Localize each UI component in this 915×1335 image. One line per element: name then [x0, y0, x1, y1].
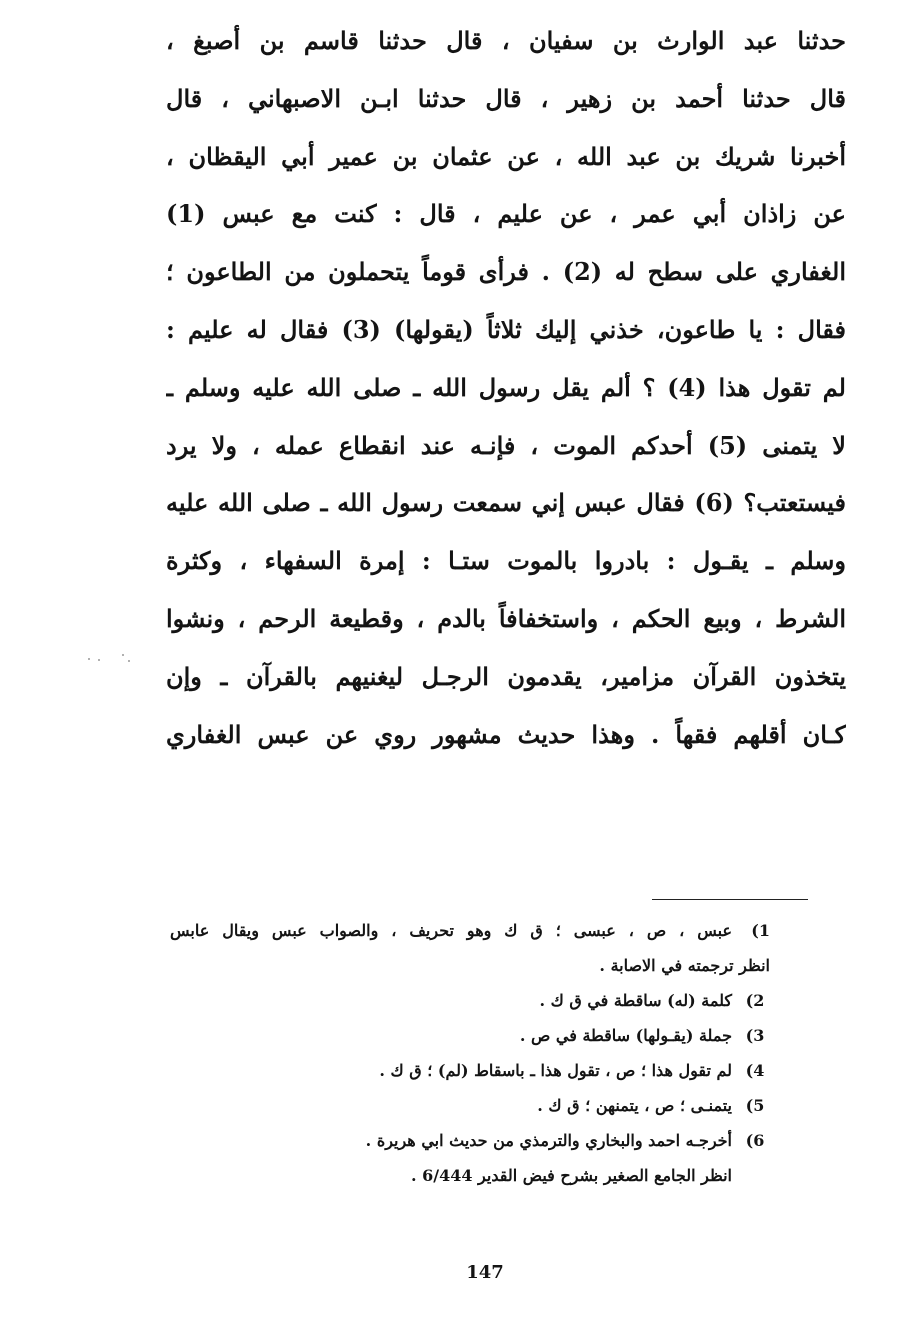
footnote-number: 2): [745, 991, 765, 1010]
footnote-item: [170, 1018, 770, 1053]
text-line: لا يتمنى (5) أحدكم الموت ، فإنـه عند انقطاع عمله ، ولا يرد: [166, 430, 846, 460]
footnote-continuation: [170, 1158, 770, 1193]
footnote-number: 6): [745, 1131, 765, 1150]
footnote-text: انظر ترجمته في الاصابة .: [599, 956, 770, 975]
text-line: فقال : يا طاعون، خذني إليك ثلاثاً (يقولها) (3) فقال له عليم :: [166, 314, 846, 344]
scan-specks: [84, 652, 134, 664]
footnote-text: يتمنـى ؛ ص ، يتمنهن ؛ ق ك .: [537, 1096, 732, 1115]
text-line: عن زاذان أبي عمر ، عن عليم ، قال : كنت مع عبس (1): [166, 199, 846, 229]
main-text-block: [166, 12, 846, 763]
text-line: الشرط ، وبيع الحكم ، واستخفافاً بالدم ، وقطيعة الرحم ، ونشوا: [166, 603, 846, 633]
footnote-text: انظر الجامع الصغير بشرح فيض القدير 6/444 .: [410, 1166, 732, 1185]
text-line: وسلم ـ يقـول : بادروا بالموت ستـا : إمرة السفهاء ، وكثرة: [166, 546, 846, 576]
footnote-text: أخرجـه احمد والبخاري والترمذي من حديث ابي هريرة .: [365, 1131, 732, 1150]
footnote-item: [170, 1053, 770, 1088]
text-line: الغفاري على سطح له (2) . فرأى قوماً يتحملون من الطاعون ؛: [166, 257, 846, 287]
footnotes-block: [170, 913, 770, 1193]
footnote-item: [170, 1123, 770, 1158]
footnote-item: [170, 983, 770, 1018]
footnote-text: جملة (يقـولها) ساقطة في ص .: [519, 1026, 732, 1045]
footnote-text: لم تقول هذا ؛ ص ، تقول هذا ـ باسقاط (لم) ؛ ق ك .: [379, 1061, 732, 1080]
footnote-number: 3): [745, 1026, 765, 1045]
footnote-number: 4): [745, 1061, 765, 1080]
footnote-number: 5): [745, 1096, 765, 1115]
footnote-text: كلمة (له) ساقطة في ق ك .: [539, 991, 732, 1010]
footnote-text: عبس ، ص ، عبسى ؛ ق ك وهو تحريف ، والصواب عبس ويقال عابس: [170, 921, 732, 940]
page-number: 147: [466, 1262, 504, 1283]
text-line: كـان أقلهم فقهاً . وهذا حديث مشهور روي عن عبس الغفاري: [166, 719, 846, 749]
text-line: قال حدثنا أحمد بن زهير ، قال حدثنا ابـن الاصبهاني ، قال: [166, 83, 846, 113]
footnote-item: [170, 913, 770, 948]
text-line: لم تقول هذا (4) ؟ ألم يقل رسول الله ـ صلى الله عليه وسلم ـ: [166, 372, 846, 402]
footnote-separator: [652, 899, 808, 900]
footnote-continuation: [170, 948, 770, 983]
text-line: يتخذون القرآن مزامير، يقدمون الرجـل ليغنيهم بالقرآن ـ وإن: [166, 661, 846, 691]
footnote-number: 1): [751, 921, 770, 940]
text-line: أخبرنا شريك بن عبد الله ، عن عثمان بن عمير أبي اليقظان ،: [166, 141, 846, 171]
footnote-item: [170, 1088, 770, 1123]
text-line: فيستعتب؟ (6) فقال عبس إني سمعت رسول الله ـ صلى الله عليه: [166, 488, 846, 518]
text-line: حدثنا عبد الوارث بن سفيان ، قال حدثنا قاسم بن أصبغ ،: [166, 26, 846, 55]
